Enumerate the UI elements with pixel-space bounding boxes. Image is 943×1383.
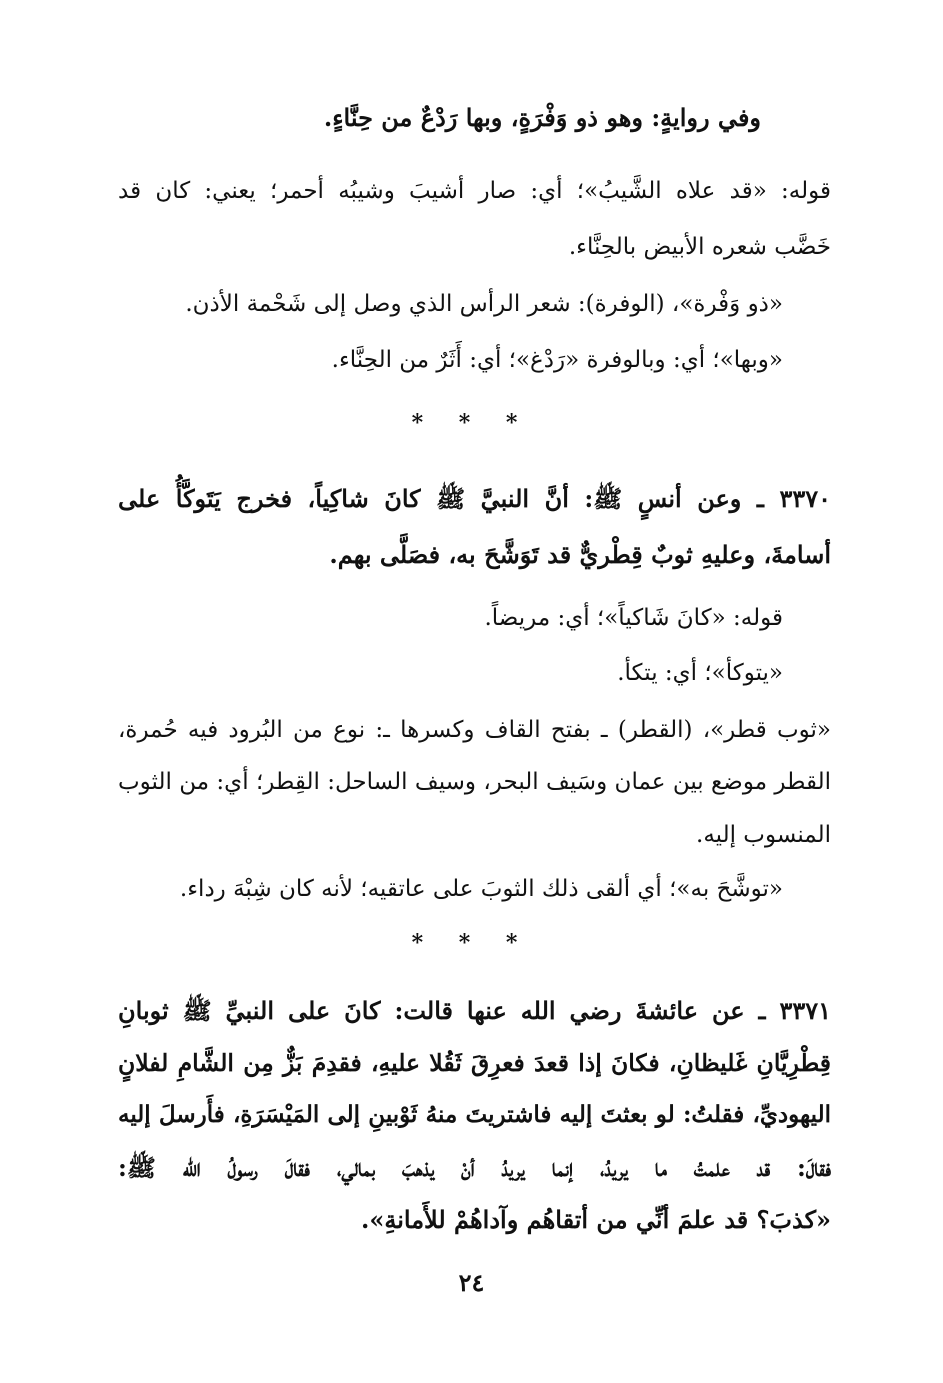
commentary-line: «يتوكأ»؛ أي: يتكأ. xyxy=(617,660,783,686)
section-separator: * * * xyxy=(411,410,532,436)
hadith-line: «كذبَ؟ قد علمَ أنِّي من أتقاهُم وآداهُمْ للأَمانةِ». xyxy=(360,1205,831,1234)
hadith-line: ٣٣٧١ ـ عن عائشةَ رضي الله عنها قالت: كانَ على النبيِّ ﷺ ثوبانِ xyxy=(118,996,831,1025)
commentary-line: قوله: «قد علاه الشَّيبُ»؛ أي: صار أشيبَ وشيبُه أحمر؛ يعني: كان قد xyxy=(118,178,831,204)
hadith-line: اليهوديِّ، فقلتُ: لو بعثتَ إليه فاشتريتَ منهُ ثَوْبينِ إلى المَيْسَرَةِ، فأَرسلَ إليه xyxy=(118,1101,831,1128)
hadith-line: ٣٣٧٠ ـ وعن أنسٍ ﷺ: أنَّ النبيَّ ﷺ كانَ شاكِياً، فخرج يَتَوكَّأُ على xyxy=(118,484,831,513)
section-separator: * * * xyxy=(411,930,532,956)
hadith-line: فقالَ: قد علمتُ ما يريدُ، إنما يريدُ أنْ يذهبَ بمالي، فقالَ رسولُ الله ﷺ: xyxy=(118,1153,831,1182)
commentary-line: خَضَّب شعره الأبيض بالحِنَّاء. xyxy=(568,234,831,260)
hadith-line: أسامةَ، وعليهِ ثوبٌ قِطْريٌّ قد تَوَشَّحَ به، فصَلَّى بهم. xyxy=(329,540,831,569)
commentary-line: «وبها»؛ أي: وبالوفرة «رَدْغ»؛ أي: أَثَرٌ من الحِنَّاء. xyxy=(331,347,783,373)
hadith-line: قِطْرِيَّانِ غَليظانِ، فكانَ إذا قعدَ فعرِقَ ثَقُلا عليهِ، فقدِمَ بَزٌّ مِن الشَّامِ لفلانٍ xyxy=(118,1049,831,1077)
commentary-line: «ذو وَفْرة»، (الوفرة): شعر الرأس الذي وصل إلى شَحْمة الأذن. xyxy=(185,291,783,317)
hadith-narration-line: وفي روايةٍ: وهو ذو وَفْرَةٍ، وبها رَدْعٌ من حِنَّاءٍ. xyxy=(323,103,761,132)
commentary-line: «ثوب قطر»، (القطر) ـ بفتح القاف وكسرها ـ: نوع من البُرود فيه حُمرة، xyxy=(118,717,831,743)
page-number: ٢٤ xyxy=(458,1268,485,1297)
commentary-line: قوله: «كانَ شَاكياً»؛ أي: مريضاً. xyxy=(484,605,783,631)
commentary-line: «توشَّحَ به»؛ أي ألقى ذلك الثوبَ على عاتقيه؛ لأنه كان شِبْهَ رداء. xyxy=(179,876,783,902)
commentary-line: المنسوب إليه. xyxy=(696,822,831,848)
commentary-line: القطر موضع بين عمان وسَيف البحر، وسيف الساحل: القِطر؛ أي: من الثوب xyxy=(118,769,831,795)
